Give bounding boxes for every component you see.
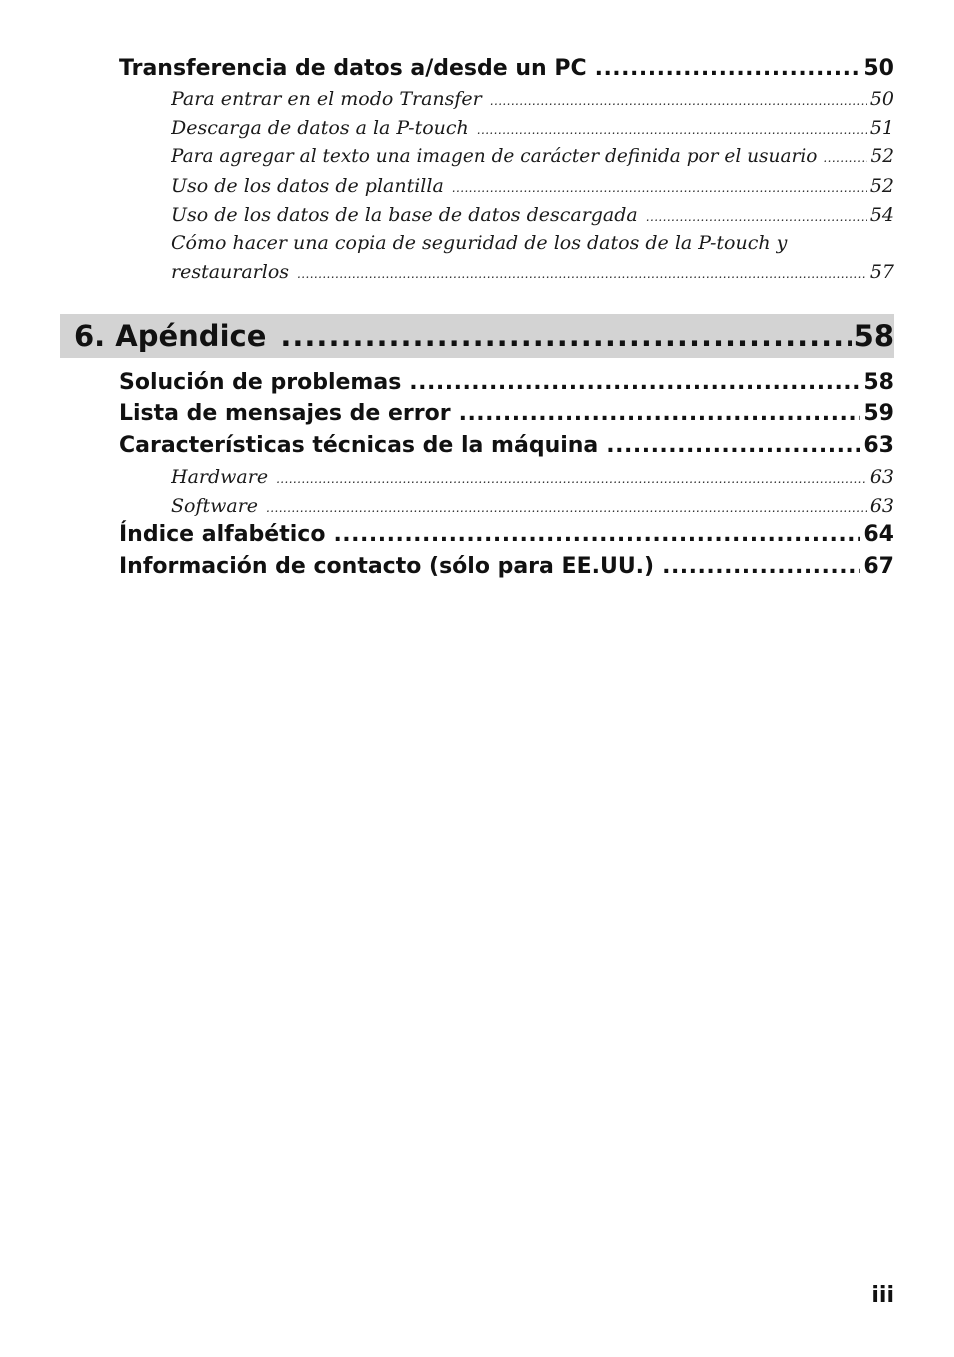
page-folio: iii	[871, 1283, 894, 1308]
toc-subentry-title: Para agregar al texto una imagen de carácter definida por el usuario	[171, 146, 818, 167]
toc-subentry-hardware[interactable]	[171, 463, 894, 493]
chapter-title: 6. Apéndice	[74, 319, 267, 353]
toc-subentry-title-line1: Cómo hacer una copia de seguridad de los datos de la P-touch y	[171, 232, 788, 254]
toc-page-number: 57	[869, 261, 894, 283]
toc-entry-transfer[interactable]	[119, 54, 894, 84]
toc-chapter-apendice[interactable]	[74, 314, 894, 358]
toc-page-number: 50	[863, 56, 894, 81]
toc-entry-title: Transferencia de datos a/desde un PC	[119, 56, 587, 81]
toc-subentry-title: Para entrar en el modo Transfer	[171, 88, 482, 110]
toc-subentry-wrapped[interactable]	[171, 229, 894, 289]
toc-subentry[interactable]	[171, 172, 894, 202]
toc-entry-mensajes-error[interactable]	[119, 399, 894, 429]
toc-page-number: 64	[863, 522, 894, 547]
toc-subentry[interactable]	[171, 201, 894, 231]
toc-subentry-title: Software	[171, 495, 259, 517]
toc-entry-title: Características técnicas de la máquina	[119, 433, 599, 458]
toc-page-number: 63	[863, 433, 894, 458]
dot-leader	[333, 520, 860, 550]
toc-page-number: 50	[869, 88, 894, 110]
toc-entry-title: Lista de mensajes de error	[119, 401, 451, 426]
toc-subentry[interactable]	[171, 114, 894, 144]
toc-subentry-title: Uso de los datos de plantilla	[171, 175, 444, 197]
toc-page-number: 63	[869, 466, 894, 488]
dot-leader	[606, 431, 860, 461]
dot-leader	[409, 368, 860, 398]
dot-leader	[490, 87, 867, 115]
toc-page-number: 58	[863, 370, 894, 395]
toc-subentry-title: Uso de los datos de la base de datos descargada	[171, 204, 638, 226]
toc-entry-solucion[interactable]	[119, 368, 894, 398]
toc-entry-contacto[interactable]	[119, 552, 894, 582]
dot-leader	[297, 260, 867, 289]
toc-entry-caracteristicas[interactable]	[119, 431, 894, 461]
dot-leader	[646, 203, 867, 231]
toc-page-number: 63	[869, 495, 894, 517]
dot-leader	[452, 174, 867, 202]
dot-leader	[595, 54, 861, 84]
toc-entry-title: Solución de problemas	[119, 370, 402, 395]
toc-subentry[interactable]	[171, 143, 894, 172]
dot-leader	[459, 399, 861, 429]
toc-subentry-title: Hardware	[171, 466, 269, 488]
toc-subentry-title: Descarga de datos a la P-touch	[171, 117, 469, 139]
toc-page-number: 67	[863, 554, 894, 579]
toc-subentry-software[interactable]	[171, 492, 894, 522]
toc-entry-title: Información de contacto (sólo para EE.UU.)	[119, 554, 655, 579]
dot-leader	[823, 144, 867, 172]
chapter-page-number: 58	[853, 319, 894, 353]
dot-leader	[266, 494, 867, 522]
toc-page-number: 54	[869, 204, 894, 226]
toc-subentry[interactable]	[171, 85, 894, 115]
toc-page-number: 52	[870, 146, 894, 167]
toc-entry-indice[interactable]	[119, 520, 894, 550]
toc-subentry-title-line2: restaurarlos	[171, 261, 290, 283]
toc-entry-title: Índice alfabético	[119, 522, 326, 547]
toc-page-number: 51	[869, 117, 894, 139]
dot-leader	[276, 465, 867, 493]
dot-leader	[662, 552, 860, 582]
toc-page-number: 59	[863, 401, 894, 426]
dot-leader	[280, 319, 851, 353]
dot-leader	[477, 116, 867, 144]
toc-page-number: 52	[869, 175, 894, 197]
